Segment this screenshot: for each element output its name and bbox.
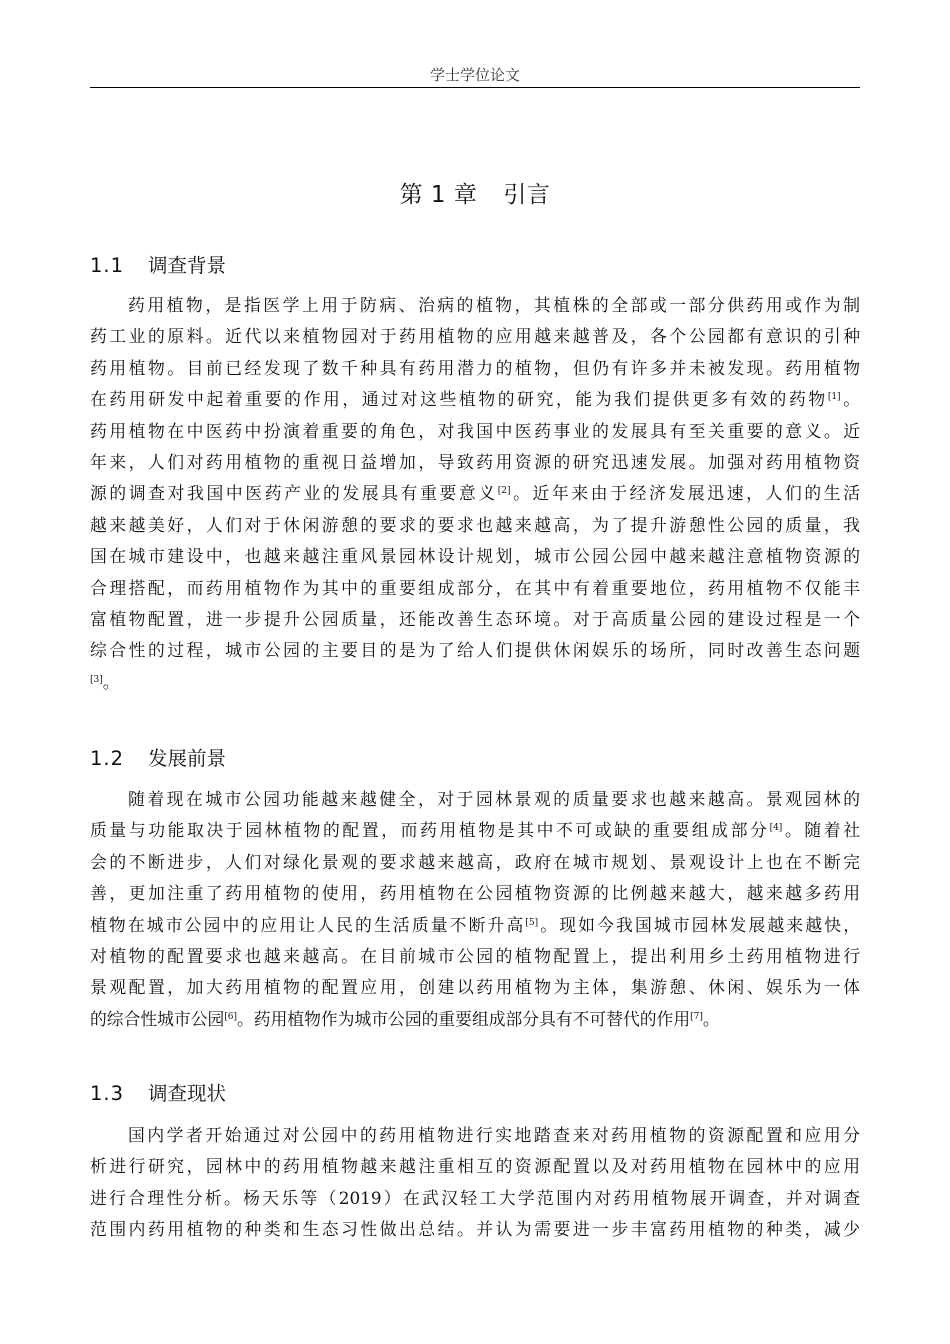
text-line: 在药用研发中起着重要的作用，通过对这些植物的研究，能为我们提供更多有效的药物[1]。 — [90, 389, 860, 410]
paragraph-background — [90, 290, 860, 698]
text-line: 析进行研究，园林中的药用植物越来越注重相互的资源配置以及对药用植物在园林中的应用 — [90, 1156, 860, 1177]
section-number: 1.2 — [90, 747, 125, 770]
section-heading-1-2 — [90, 746, 860, 772]
header-rule — [90, 87, 860, 88]
text-line: 对植物的配置要求也越来越高。在目前城市公园的植物配置上，提出利用乡土药用植物进行 — [90, 946, 860, 967]
text-line: 综合性的过程，城市公园的主要目的是为了给人们提供休闲娱乐的场所，同时改善生态问题 — [90, 640, 860, 661]
citation: [1] — [827, 392, 841, 403]
paragraph-status — [90, 1120, 860, 1246]
citation: [6] — [224, 1011, 238, 1022]
text-line: 善，更加注重了药用植物的使用，药用植物在公园植物资源的比例越来越大，越来越多药用 — [90, 883, 860, 904]
section-title: 调查背景 — [148, 254, 227, 277]
section-number: 1.3 — [90, 1082, 125, 1105]
text-line: 的综合性城市公园[6]。药用植物作为城市公园的重要组成部分具有不可替代的作用[7]。 — [90, 1008, 720, 1029]
text-line: 会的不断进步，人们对绿化景观的要求越来越高，政府在城市规划、景观设计上也在不断完 — [90, 851, 860, 872]
chapter-title — [90, 180, 860, 210]
running-header: 学士学位论文 — [429, 66, 520, 84]
text-line: 范围内药用植物的种类和生态习性做出总结。并认为需要进一步丰富药用植物的种类，减少 — [90, 1219, 860, 1240]
section-title: 调查现状 — [148, 1082, 227, 1105]
section-heading-1-1 — [90, 253, 860, 279]
citation: [7] — [690, 1011, 703, 1022]
section-title: 发展前景 — [148, 747, 227, 770]
citation: [3] — [90, 674, 103, 685]
text-line: 源的调查对我国中医药产业的发展具有重要意义[2]。近年来由于经济发展迅速，人们的生活 — [90, 483, 860, 504]
text-line: 富植物配置，进一步提升公园质量，还能改善生态环境。对于高质量公园的建设过程是一个 — [90, 609, 860, 630]
text-line: 进行合理性分析。杨天乐等（2019）在武汉轻工大学范围内对药用植物展开调查，并对调查 — [90, 1187, 860, 1208]
text-line: 国在城市建设中，也越来越注重风景园林设计规划，城市公园公园中越来越注意植物资源的 — [90, 546, 860, 567]
text-line: 质量与功能取决于园林植物的配置，而药用植物是其中不可或缺的重要组成部分[4]。随着社 — [90, 820, 860, 841]
text-line: 药用植物。目前已经发现了数千种具有药用潜力的植物，但仍有许多并未被发现。药用植物 — [90, 357, 860, 378]
text-line: [3]。 — [90, 671, 120, 692]
citation: [5] — [525, 917, 539, 928]
citation: [2] — [497, 486, 511, 497]
text-line: 植物在城市公园中的应用让人民的生活质量不断升高[5]。现如今我国城市园林发展越来越快， — [90, 914, 860, 935]
section-heading-1-3 — [90, 1081, 860, 1107]
text-line: 合理搭配，而药用植物作为其中的重要组成部分，在其中有着重要地位，药用植物不仅能丰 — [90, 577, 860, 598]
text-line: 随着现在城市公园功能越来越健全，对于园林景观的质量要求也越来越高。景观园林的 — [128, 789, 860, 809]
text-line: 国内学者开始通过对公园中的药用植物进行实地踏查来对药用植物的资源配置和应用分 — [128, 1125, 860, 1145]
text-line: 年来，人们对药用植物的重视日益增加，导致药用资源的研究迅速发展。加强对药用植物资 — [90, 452, 860, 473]
chapter-number: 第 1 章 — [399, 182, 478, 208]
text-line: 景观配置，加大药用植物的配置应用，创建以药用植物为主体，集游憩、休闲、娱乐为一体 — [90, 977, 860, 998]
paragraph-prospects — [90, 784, 860, 1035]
text-line: 越来越美好，人们对于休闲游憩的要求的要求也越来越高，为了提升游憩性公园的质量，我 — [90, 514, 860, 535]
text-line: 药用植物，是指医学上用于防病、治病的植物，其植株的全部或一部分供药用或作为制 — [128, 295, 860, 315]
text-line: 药工业的原料。近代以来植物园对于药用植物的应用越来越普及，各个公园都有意识的引种 — [90, 326, 860, 347]
section-number: 1.1 — [90, 254, 125, 277]
chapter-name: 引言 — [503, 182, 551, 208]
citation: [4] — [769, 823, 783, 834]
text-line: 药用植物在中医药中扮演着重要的角色，对我国中医药事业的发展具有至关重要的意义。近 — [90, 420, 860, 441]
